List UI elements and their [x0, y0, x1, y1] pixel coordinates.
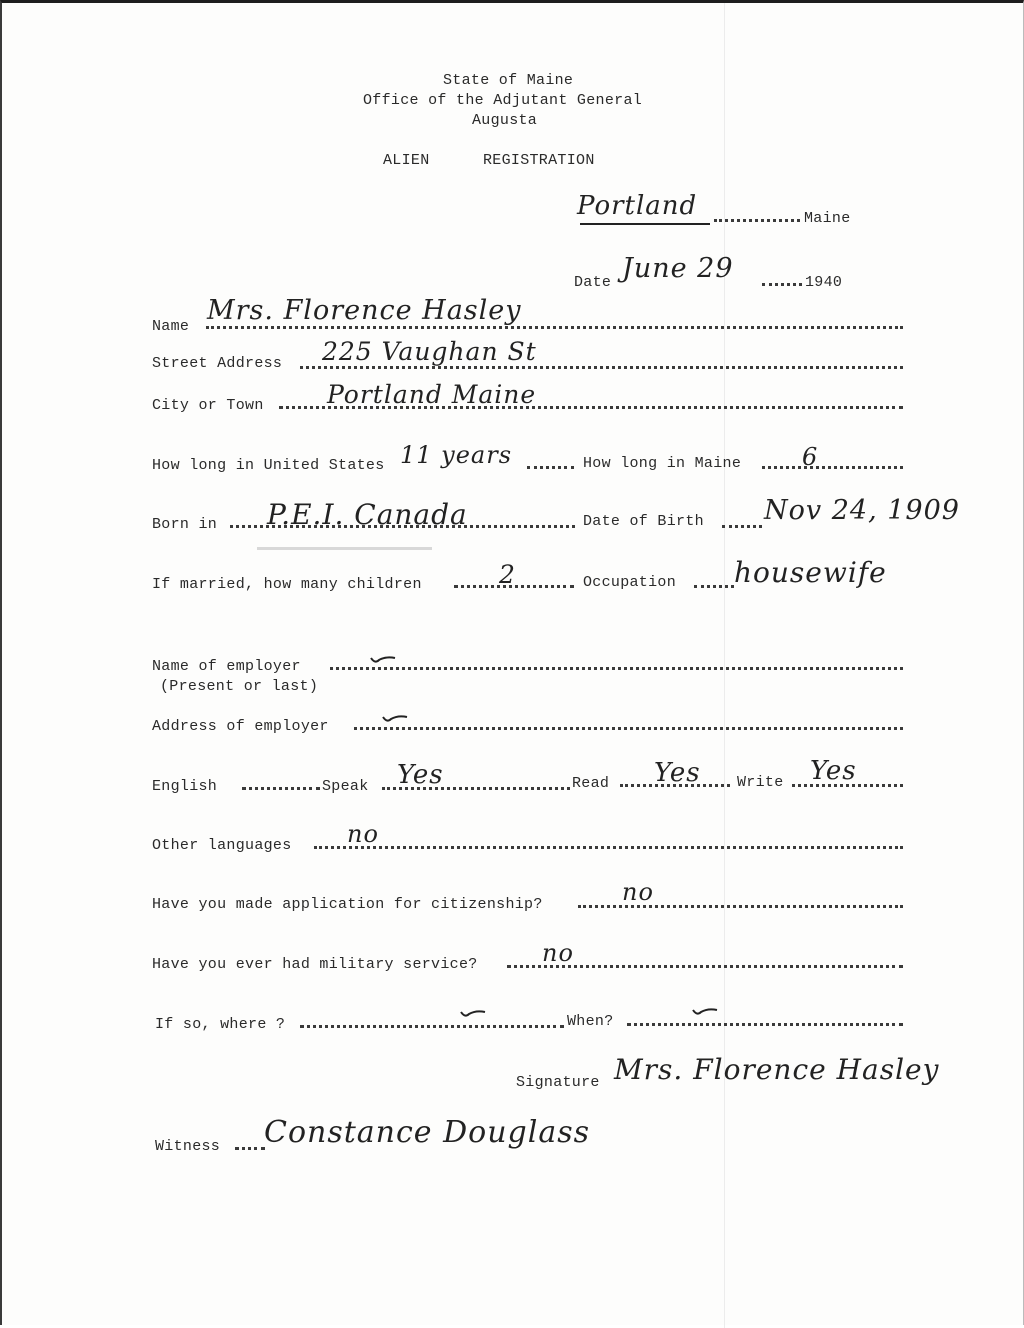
- occupation-dots: [694, 583, 734, 588]
- write-dots: [792, 782, 903, 787]
- occupation-handwritten: housewife: [734, 556, 887, 589]
- employer-sublabel: (Present or last): [160, 678, 319, 695]
- city-label: City or Town: [152, 397, 264, 414]
- employer-address-dots: [354, 725, 903, 730]
- signature-label: Signature: [516, 1074, 600, 1091]
- employer-address-label: Address of employer: [152, 718, 329, 735]
- born-label: Born in: [152, 516, 218, 533]
- dob-handwritten: Nov 24, 1909: [764, 495, 960, 526]
- when-tick-mark: [692, 1007, 718, 1017]
- header-state: State of Maine: [443, 72, 574, 89]
- place-suffix: Maine: [804, 210, 851, 227]
- street-handwritten: 225 Vaughan St: [322, 337, 537, 366]
- write-label: Write: [737, 774, 784, 791]
- military-handwritten: no: [542, 939, 574, 967]
- other-languages-label: Other languages: [152, 837, 292, 854]
- children-dots: [454, 583, 574, 588]
- street-label: Street Address: [152, 355, 283, 372]
- witness-label: Witness: [155, 1138, 221, 1155]
- signature-handwritten: Mrs. Florence Hasley: [614, 1053, 940, 1086]
- children-handwritten: 2: [499, 560, 516, 589]
- speak-dots: [382, 785, 570, 790]
- english-dots: [242, 785, 320, 790]
- speak-handwritten: Yes: [397, 760, 444, 790]
- occupation-label: Occupation: [583, 574, 677, 591]
- place-handwritten: Portland: [577, 191, 698, 221]
- place-strike: [580, 223, 710, 225]
- where-dots: [300, 1023, 564, 1028]
- header-office: Office of the Adjutant General: [363, 92, 643, 109]
- when-label: When?: [567, 1013, 614, 1030]
- name-dots: [206, 324, 903, 329]
- when-dots: [627, 1021, 903, 1026]
- citizenship-dots: [578, 903, 903, 908]
- witness-handwritten: Constance Douglass: [264, 1115, 590, 1150]
- citizenship-handwritten: no: [622, 878, 654, 906]
- citizenship-label: Have you made application for citizenship?: [152, 896, 543, 913]
- read-dots: [620, 782, 730, 787]
- born-smudge: [257, 547, 432, 550]
- dob-label: Date of Birth: [583, 513, 704, 530]
- dob-dots: [722, 523, 762, 528]
- employer-label: Name of employer: [152, 658, 301, 675]
- born-handwritten: P.E.I. Canada: [267, 498, 468, 531]
- employer-dots: [330, 665, 903, 670]
- date-dots: [762, 281, 802, 286]
- where-tick-mark: [460, 1009, 486, 1019]
- read-handwritten: Yes: [654, 758, 701, 788]
- date-handwritten: June 29: [622, 253, 734, 284]
- maine-dots: [762, 464, 903, 469]
- english-label: English: [152, 778, 218, 795]
- other-languages-handwritten: no: [347, 820, 379, 848]
- header-registration: REGISTRATION: [483, 152, 595, 169]
- maine-label: How long in Maine: [583, 455, 742, 472]
- date-year: 1940: [805, 274, 843, 291]
- employer-address-tick-mark: [382, 714, 408, 724]
- city-handwritten: Portland Maine: [327, 380, 537, 409]
- date-label: Date: [574, 274, 612, 291]
- born-dots: [230, 523, 575, 528]
- military-dots: [507, 963, 903, 968]
- header-city: Augusta: [472, 112, 538, 129]
- us-dots: [527, 464, 574, 469]
- maine-handwritten: 6: [802, 443, 819, 471]
- military-label: Have you ever had military service?: [152, 956, 478, 973]
- write-handwritten: Yes: [810, 756, 857, 786]
- name-label: Name: [152, 318, 190, 335]
- speak-label: Speak: [322, 778, 369, 795]
- employer-tick-mark: [370, 655, 396, 665]
- children-label: If married, how many children: [152, 576, 422, 593]
- us-label: How long in United States: [152, 457, 385, 474]
- us-handwritten: 11 years: [400, 441, 513, 469]
- place-dots: [714, 217, 800, 222]
- other-languages-dots: [314, 844, 903, 849]
- read-label: Read: [572, 775, 610, 792]
- street-dots: [300, 364, 903, 369]
- header-alien: ALIEN: [383, 152, 430, 169]
- witness-dots: [235, 1145, 265, 1150]
- where-label: If so, where ?: [155, 1016, 286, 1033]
- city-dots: [279, 404, 903, 409]
- name-handwritten: Mrs. Florence Hasley: [207, 295, 522, 326]
